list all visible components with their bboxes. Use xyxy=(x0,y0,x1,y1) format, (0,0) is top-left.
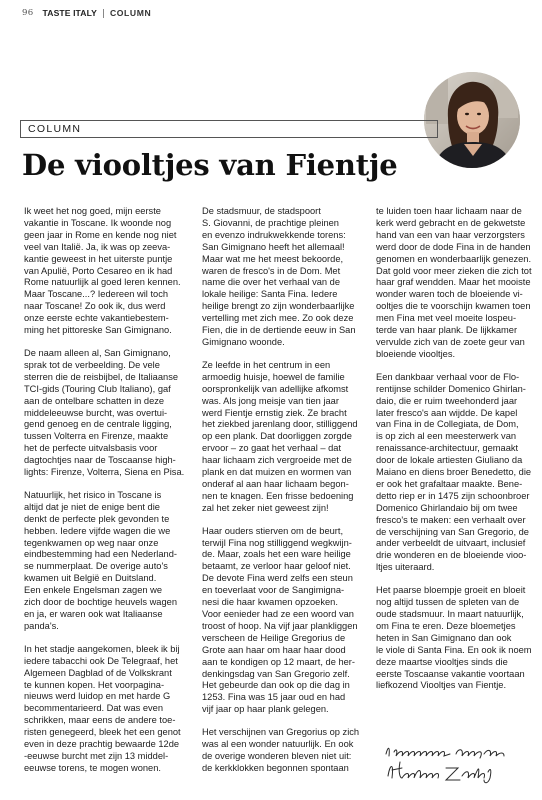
paragraph: Haar ouders stierven om de beurt, terwijl Fina nog stilliggend wegkwijn- de. Maar, zoals het een ware heilige betaamt, ze verloor haar geloof niet. De devote Fina werd zelfs een steun en toeverlaat voor de Sangimigna- nesi die haar kwamen opzoeken. Voor eenieder had ze een woord van troost of hoop. Na vijf jaar plankliggen verscheen de Heilige Gregorius de Grote aan haar om haar haar dood aan te kondigen op 12 maart, de her- denkingsdag van San Gregorio zelf. Het gebeurde dan ook op die dag in 1253. Fina was 15 jaar oud en had vijf jaar op haar plank gelegen. xyxy=(202,525,358,715)
handwritten-signature xyxy=(380,738,530,786)
paragraph: Het paarse bloempje groeit en bloeit nog altijd tussen de spleten van de oude stadsmuur. In maart natuurlijk, om Fina te eren. Deze bloemetjes heten in San Gimignano dan ook le viole di Santa Fina. En ook ik noem deze maartse viooltjes sinds die eerste Toscaanse vakantie voortaan liefkozend Viooltjes van Fientje. xyxy=(376,585,532,691)
text-column-3 xyxy=(376,206,536,703)
magazine-name: TASTE ITALY xyxy=(42,8,97,18)
paragraph: De stadsmuur, de stadspoort S. Giovanni, de prachtige pleinen en evenzo indrukwekkende torens: San Gimignano heeft het allemaal! Maar wat me het meest bekoorde, waren de fresco's in de Dom. Met name die over het verhaal van de lokale heilige: Santa Fina. Iedere heilige brengt zo zijn wonderbaarlijke vertelling met zich mee. Zo ook deze Fien, die in de dertiende eeuw in San Gimignano woonde. xyxy=(202,206,356,347)
running-head xyxy=(22,6,520,20)
column-label: COLUMN xyxy=(28,123,82,135)
paragraph: Het verschijnen van Gregorius op zich was al een wonder natuurlijk. En ook de overige wonderen bleven niet uit: de kerkklokken begonnen spontaan xyxy=(202,727,360,773)
paragraph: Ik weet het nog goed, mijn eerste vakantie in Toscane. Ik woonde nog geen jaar in Rome en kende nog niet veel van Italië. Ja, ik was op zeeva- kantie geweest in het uiterste puntje van Apulië, Porto Cesareo en ik had Rome natuurlijk al goed leren kennen. Maar Toscane...? Iedereen wil toch naar Toscane! Zo ook ik, dus werd onze eerste echte vakantiebestem- ming het pittoreske San Gimignano. xyxy=(24,206,181,336)
running-head-section: COLUMN xyxy=(109,8,152,18)
paragraph: Een dankbaar verhaal voor de Flo- rentijnse schilder Domenico Ghirlan- daio, die er ruim tweehonderd jaar later fresco's aan wijdde. De kapel van Fina in de Collegiata, de Dom, is op zich al een meesterwerk van renaissance-architectuur, gemaakt door de lokale artiesten Giuliano da Maiano en diens broer Benedetto, die er ook het grafaltaar maakte. Bene- detto riep er in 1475 zijn schoonbroer Domenico Ghirlandaio bij om twee fresco's te maken: een verhaalt over de verschijning van San Gregorio, de ander verbeeldt de uitvaart, inclusief drie wonderen en de bloeiende vioo- ltjes uiteraard. xyxy=(376,371,532,573)
paragraph: te luiden toen haar lichaam naar de kerk werd gebracht en de gekwetste hand van een van haar verzorgsters werd door de dode Fina in de handen genomen en wonderbaarlijk genezen. Dat gold voor meer zieken die zich tot haar graf wendden. Maar het mooiste wonder waren toch de bloeiende vi- ooltjes die te voorschijn kwamen toen men Fina met veel moeite lospeu- terde van haar plank. De lijkkamer vervulde zich van de zoete geur van bloeiende viooltjes. xyxy=(376,206,532,359)
paragraph: Ze leefde in het centrum in een armoedig huisje, hoewel de familie oorspronkelijk van adellijke afkomst was. Als jong meisje van tien jaar werd Fientje ernstig ziek. Ze bracht het ziekbed jarenlang door, stilliggend op een plank. Dat doorliggen zorgde ervoor – zo gaat het verhaal – dat haar lichaam zich vergroeide met de plank en dat muizen en wormen van onderaf al aan haar lichaam begon- nen te knagen. Een frisse bedoening zal het zeker niet geweest zijn! xyxy=(202,359,358,513)
column-label-box xyxy=(20,120,438,138)
signature-icon xyxy=(380,738,530,786)
text-column-2 xyxy=(202,206,368,786)
paragraph: Natuurlijk, het risico in Toscane is altijd dat je niet de enige bent die denkt de perfecte plek gevonden te hebben. Iedere vijfde wagen die we tegenkwamen op weg naar onze eindbestemming had een Nederland- se nummerplaat. De overige auto's kwamen uit België en Duitsland. Een enkele Engelsman zagen we zich door de bochtige heuvels wagen en ja, er waren ook wat Italiaanse panda's. xyxy=(24,489,177,631)
paragraph: In het stadje aangekomen, bleek ik bij iedere tabacchi ook De Telegraaf, het Algemeen Dagblad of de Volkskrant te kunnen kopen. Het voorpagina- nieuws werd luidop en met harde G becommentarieerd. Dat was even schrikken, maar eens de andere toe- risten genegeerd, bleek het een genot even in deze prachtig bewaarde 12de -eeuwse burcht met zijn 13 middel- eeuwse torens, te mogen wonen. xyxy=(24,643,181,773)
running-head-divider xyxy=(103,9,104,18)
page-number: 96 xyxy=(22,8,34,18)
paragraph: De naam alleen al, San Gimignano, sprak tot de verbeelding. De vele sterren die de reisbijbel, de Italiaanse TCI-gids (Touring Club Italiano), gaf aan de ontelbare schatten in deze middeleeuwse burcht, was overtui- gend genoeg en de centrale ligging, tussen Volterra en Firenze, maakte het de perfecte uitvalsbasis voor dagtochtjes naar de Toscaanse high- lights: Firenze, Volterra, Siena en Pisa. xyxy=(24,347,185,478)
article-title: De viooltjes van Fientje xyxy=(22,148,398,182)
text-column-1 xyxy=(24,206,189,786)
